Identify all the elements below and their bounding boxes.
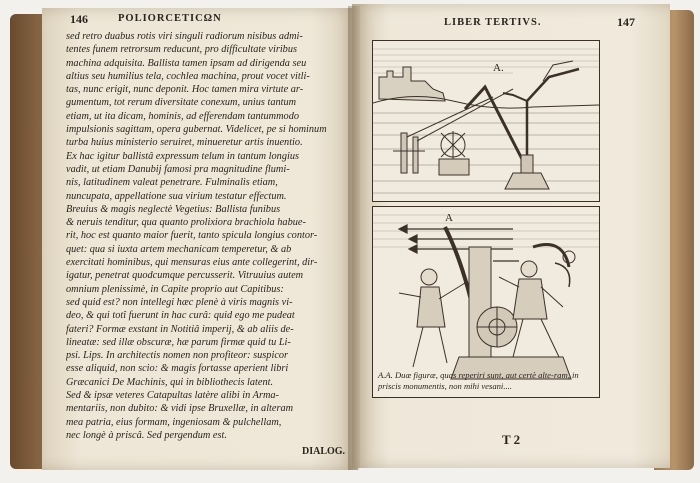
signature-mark: T 2 <box>502 432 521 447</box>
text-line: vadit, ut etiam Danubij famosi pra magnitudine flumi- <box>66 163 290 175</box>
text-line: impulsionis sagittam, opera gubernat. Videlicet, pe si hominum <box>66 124 327 136</box>
text-line: rit, hoc est quanto maior fuerit, tanto spicula longius contor- <box>66 230 318 242</box>
warriors-catapult-engraving <box>373 207 599 397</box>
text-line: deo, & qui totî fuerunt in hac curâ: quid ego me pudeat <box>66 310 295 322</box>
text-line: fateri? Formæ exstant in Notitiâ imperij, & ab aliis de- <box>66 323 294 335</box>
book-gutter <box>348 6 360 470</box>
right-page-number: 147 <box>617 15 635 29</box>
catchword: DIALOG. <box>302 446 346 457</box>
text-line: mea patria, eius formam, ingeniosam & pulchellam, <box>66 416 282 428</box>
text-line: Ex hac igitur ballistâ expressum telum in tantum longius <box>66 150 299 162</box>
text-line: nis, latitudinem valeat penetrare. Fulminalis etiam, <box>66 177 278 189</box>
text-line: nuncupata, appellatione sua virium testatur effectum. <box>66 190 287 202</box>
text-line: altius seu humilius tela, cochlea machina, prout vocet vitli- <box>66 70 310 82</box>
text-line: turba huius ministerio seruiret, minueretur artis inuentio. <box>66 137 303 149</box>
text-line: & neruis tenditur, qua quanto prolixiora brachiola habue- <box>66 217 306 229</box>
text-line: tentes funem retrorsum reducunt, pro difficultate viribus <box>66 44 297 56</box>
text-line: quet: qua si iuxta artem mechanicam temperetur, & ab <box>66 243 292 255</box>
engraving-ballista-plate <box>372 40 600 202</box>
ballista-engraving-illustration <box>373 41 599 201</box>
text-line: esse aliquid, non scio: & magis fortasse aperient libri <box>66 363 289 375</box>
text-line: gumentum, tot rerum diversitate conexum, unius tantum <box>66 97 297 109</box>
text-line: psi. Lips. In architectis nomen non profiteor: suspicor <box>66 350 289 362</box>
text-line: omnium plenissimè, in Capite proprio aut Capitibus: <box>66 283 284 295</box>
bottom-plate-letter: A <box>445 212 453 224</box>
left-page-text <box>66 30 344 442</box>
text-line: lineatæ: sed illæ obscuræ, hæ parum firmæ quid tu Li- <box>66 336 291 348</box>
plate-caption: A.A. Duæ figuræ, quas reperiri sunt, aut certè alte-ram, in priscis monumentis, non mihi vesani.... <box>378 370 579 391</box>
text-line: igatur, penetrat quodcumque percusserit. Vitruuius autem <box>66 270 304 282</box>
text-line: Breuius & magis neglectè Vegetius: Ballista funibus <box>66 203 281 215</box>
text-line: sed retro duabus rotis viri singuli radiorum nisibus admi- <box>66 31 303 42</box>
right-running-head: LIBER TERTIVS. <box>444 17 542 28</box>
text-line: exercitati hominibus, qui mensuras eius ante collegerint, dir- <box>66 257 318 269</box>
text-line: Græcanici De Machinis, qui in bibliothecis latent. <box>66 376 274 388</box>
left-running-head: POLIORCETICΩN <box>118 13 222 24</box>
text-line: mentariis, non dubito: & vidi ipse Bruxellæ, in alteram <box>66 403 294 415</box>
text-line: machina adquisita. Ballista tamen ipsam ad dirigenda seu <box>66 57 307 69</box>
text-line: etiam, ut ita dicam, hominis, ad efferendam tantummodo <box>66 110 299 122</box>
text-line: tas, nunc erigit, nunc deponit. Hoc tamen mira virtute ar- <box>66 84 304 96</box>
top-plate-letter: A. <box>493 62 504 74</box>
text-line: Sed & ipsæ veteres Catapultas latère alibi in Arma- <box>66 390 279 402</box>
text-line: nec longè à priscâ. Sed pergendum est. <box>66 429 227 441</box>
left-page-number: 146 <box>70 12 88 26</box>
text-line: sed quid est? non intellegi hæc plenè à viris magnis vi- <box>66 296 293 308</box>
